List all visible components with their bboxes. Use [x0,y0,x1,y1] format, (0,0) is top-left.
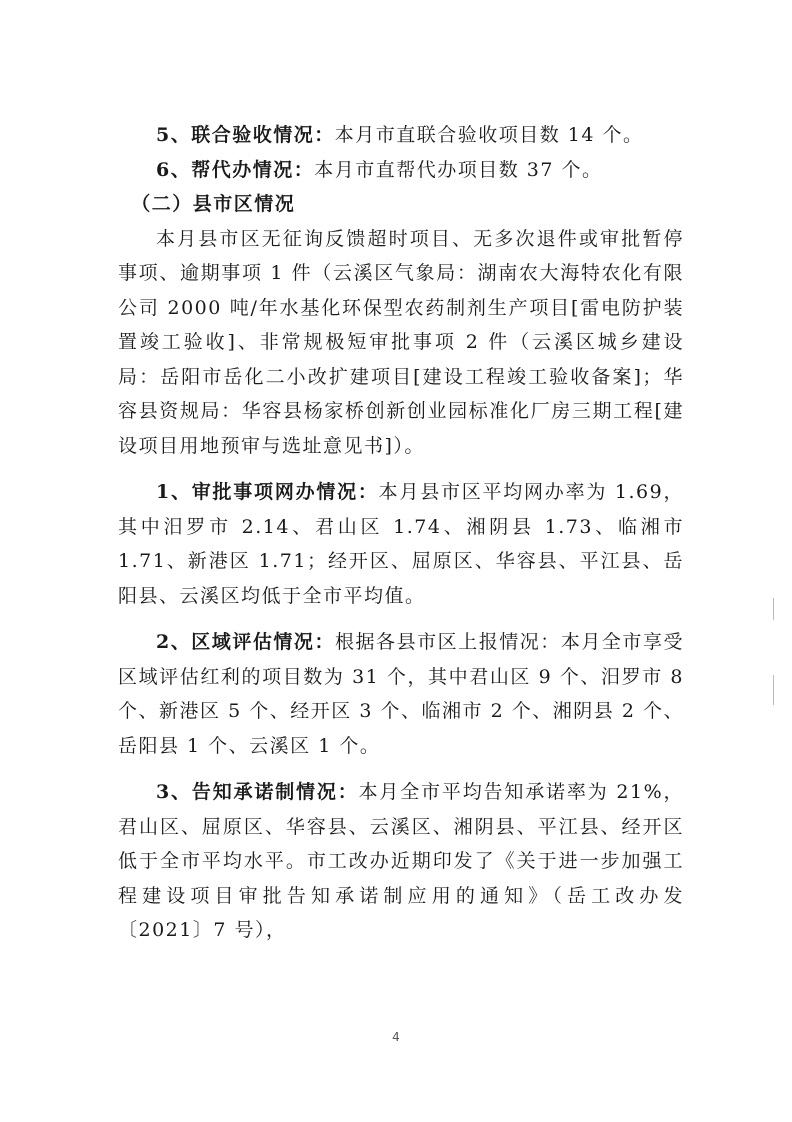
paragraph-text: 根据各县市区上报情况：本月全市享受区域评估红利的项目数为 31 个，其中君山区 9 个、汨罗市 8 个、新港区 5 个、经开区 3 个、临湘市 2 个、湘阴县 2 个、岳阳县 1 个、云溪区 1 个。 [118,631,684,757]
paragraph-county-overview [118,222,684,464]
paragraph-regional-assessment [118,625,684,763]
paragraph-notification-commitment [118,775,684,948]
paragraph-online-processing [118,475,684,613]
paragraph-label: 1、审批事项网办情况： [156,481,379,503]
paragraph-agency-service [118,153,684,188]
section-heading: （二）县市区情况 [131,193,296,215]
paragraph-label: 3、告知承诺制情况： [156,781,359,803]
scan-edge-mark [773,675,774,705]
paragraph-text: 本月市直帮代办项目数 37 个。 [314,158,603,181]
paragraph-text: 本月县市区无征询反馈超时项目、无多次退件或审批暂停事项、逾期事项 1 件（云溪区气象局：湖南农大海特农化有限公司 2000 吨/年水基化环保型农药制剂生产项目[雷电防护装置竣工验收]、非常规极短审批事项 2 件（云溪区城乡建设局：岳阳市岳化二小改扩建项目[建设工程竣工验收备案]；华容县资规局：华容县杨家桥创新创业园标准化厂房三期工程[建设项目用地预审与选址意见书]）。 [118,227,684,457]
paragraph-label: 5、联合验收情况： [156,124,335,146]
paragraph-label: 2、区域评估情况： [156,631,335,653]
paragraph-text: 本月市直联合验收项目数 14 个。 [334,124,644,146]
page-number: 4 [392,1030,400,1044]
paragraph-joint-acceptance [118,118,684,153]
paragraph-text: 本月全市平均告知承诺率为 21%，君山区、屈原区、华容县、云溪区、湘阴县、平江县、经开区低于全市平均水平。市工改办近期印发了《关于进一步加强工程建设项目审批告知承诺制应用的通知》（岳工改办发〔2021〕7 号）， [118,781,684,941]
scan-edge-mark [773,598,774,620]
paragraph-label: 6、帮代办情况： [156,158,315,181]
document-body [118,118,684,948]
paragraph-text: 本月县市区平均网办率为 1.69，其中汨罗市 2.14、君山区 1.74、湘阴县 1.73、临湘市 1.71、新港区 1.71；经开区、屈原区、华容县、平江县、岳阳县、云溪区均低于全市平均值。 [118,481,684,607]
